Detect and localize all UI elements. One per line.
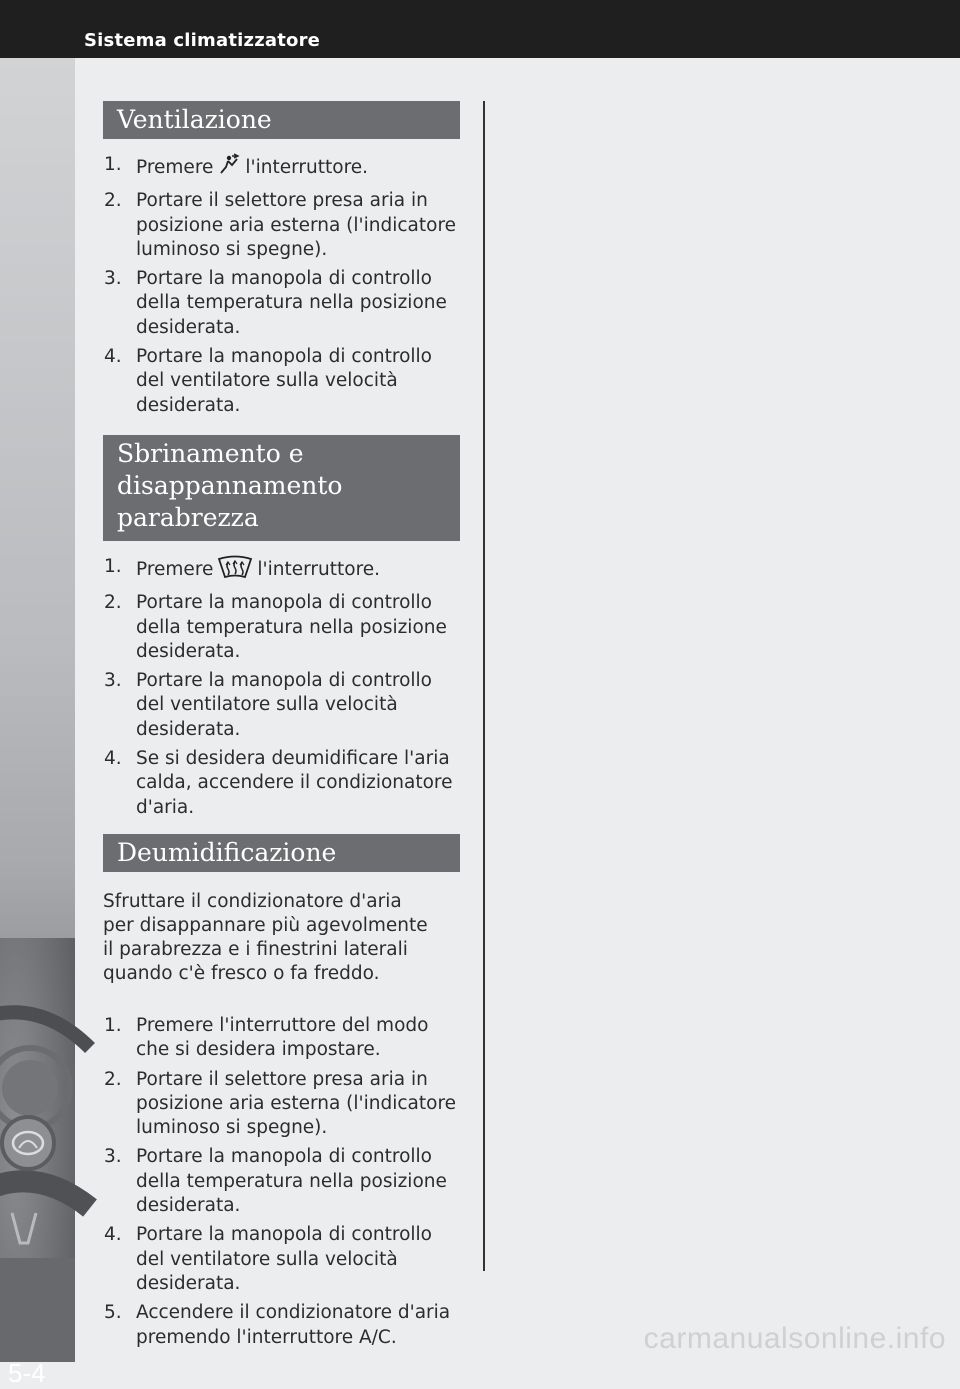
section-title: Deumidificazione [103, 834, 460, 872]
section-title: Sbrinamento e disappannamento parabrezza [103, 435, 460, 541]
list-item: 3. Portare la manopola di controllo della temperatura nella posizione desiderata. [104, 268, 447, 338]
list-item: 2. Portare il selettore presa aria in posizione aria esterna (l'indicatore luminoso si spegne). [104, 190, 457, 260]
header-bar [0, 0, 960, 58]
step-list [103, 555, 460, 820]
list-item: 3. Portare la manopola di controllo della temperatura nella posizione desiderata. [104, 1146, 447, 1217]
list-item: 1. Premere l'interruttore. [103, 555, 460, 586]
list-item: 3. Portare la manopola di controllo del ventilatore sulla velocità desiderata. [104, 670, 432, 740]
ventilation-mode-icon [217, 153, 241, 184]
windshield-defroster-icon [217, 555, 253, 586]
list-item: 2. Portare il selettore presa aria in posizione aria esterna (l'indicatore luminoso si spegne). [104, 1068, 457, 1139]
section-sbrinamento [103, 435, 460, 820]
intro-paragraph: Sfruttare il condizionatore d'aria per disappannare più agevolmente il parabrezza e i finestrini laterali quando c'è fresco o fa freddo. [103, 890, 428, 984]
section-deumidificazione [103, 834, 460, 1350]
page-number: 5-4 [8, 1358, 46, 1388]
step-list [103, 153, 460, 418]
list-item: 2. Portare la manopola di controllo della temperatura nella posizione desiderata. [104, 592, 447, 662]
chapter-title: Sistema climatizzatore [84, 30, 321, 51]
section-ventilazione [103, 101, 460, 418]
list-item: 4. Portare la manopola di controllo del ventilatore sulla velocità desiderata. [104, 346, 432, 416]
list-item: 5. Accendere il condizionatore d'aria premendo l'interruttore A/C. [104, 1302, 451, 1348]
list-item: 4. Se si desidera deumidificare l'aria calda, accendere il condizionatore d'aria. [104, 748, 453, 818]
column-divider [483, 101, 485, 1271]
watermark: carmanualsonline.info [643, 1322, 946, 1355]
list-item: 1. Premere l'interruttore. [103, 153, 460, 184]
section-title: Ventilazione [103, 101, 460, 139]
content-column [103, 101, 460, 1355]
list-item: 4. Portare la manopola di controllo del ventilatore sulla velocità desiderata. [104, 1224, 432, 1294]
sidebar-strip [0, 58, 75, 1388]
steering-wheel-mazda-logo [0, 938, 75, 1362]
list-item: 1. Premere l'interruttore del modo che si desidera impostare. [104, 1014, 429, 1061]
step-list [103, 1014, 460, 1350]
